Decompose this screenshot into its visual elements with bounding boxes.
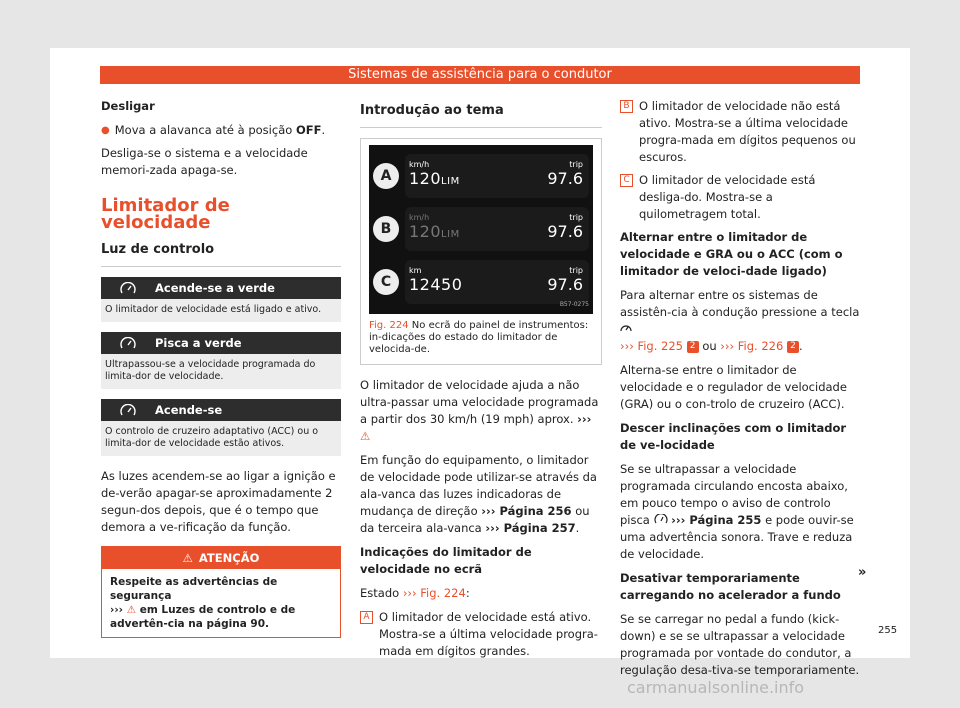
equipment-paragraph: Em função do equipamento, o limitador de velocidade pode utilizar-se através da ala-vanca das luzes indicadoras de mudança de direção ››› Página 256 ou da terceira ala-vanca ››› Página 257. <box>360 453 597 535</box>
display-row-a <box>373 151 589 201</box>
trip-label: trip <box>569 213 583 222</box>
kickdown-heading: Desativar temporariamente carregando no acelerador a fundo <box>620 571 841 602</box>
kickdown-paragraph: Se se carregar no pedal a fundo (kick-down) e se se ultrapassar a velocidade programada por vontade do condutor, a regulação desa-tiva-se temporariamente. <box>620 612 860 677</box>
display-row-c <box>373 257 589 307</box>
warning-box: ⚠ ATENÇÃO Respeite as advertências de segurança ››› ⚠ em Luzes de controlo e de advertên-cia na página 90. <box>101 546 341 638</box>
intro-text: O limitador de velocidade ajuda a não ultra-passar uma velocidade programada a partir dos 30 km/h (19 mph) aprox. <box>360 378 599 426</box>
page-number: 255 <box>878 625 898 636</box>
trip-value: 97.6 <box>547 275 583 294</box>
section-title: Limitador de velocidade <box>101 195 230 233</box>
state-item-a <box>360 609 602 660</box>
row-letter: A <box>373 163 399 189</box>
warning-title: ATENÇÃO <box>198 550 260 565</box>
speed-limiter-icon <box>654 512 668 529</box>
lim-label: LIM <box>441 176 460 187</box>
page-header: Sistemas de assistência para o condutor <box>100 66 860 84</box>
warning-triangle-icon: ⚠ <box>126 604 137 616</box>
speed-value: 120 <box>409 169 442 188</box>
state-tag-c: C <box>620 174 633 187</box>
off-label: OFF <box>295 123 322 137</box>
state-text: O limitador de velocidade está ativo. Mostra-se a última velocidade progra-mada em dígitos grandes. <box>379 610 598 658</box>
switch-heading: Alternar entre o limitador de velocidade e GRA ou o ACC (com o limitador de veloci-dade ligado) <box>620 230 843 278</box>
page-link[interactable]: ››› Página 257 <box>485 521 576 535</box>
alternate-paragraph: Alterna-se entre o limitador de velocidade e o regulador de velocidade (GRA) ou o con-trolo de cruzeiro (ACC). <box>620 363 847 411</box>
instrument-display-figure <box>369 145 593 314</box>
lamp-description: O limitador de velocidade está ligado e ativo. <box>101 299 341 322</box>
speed-limiter-icon <box>101 337 155 349</box>
figure-link[interactable]: ››› Fig. 225 <box>620 339 683 353</box>
speed-value: 120 <box>409 222 442 241</box>
figure-224 <box>360 138 602 365</box>
column-3 <box>620 98 860 686</box>
lamp-entry-on <box>101 399 341 456</box>
callout-number: 2 <box>787 341 799 353</box>
row-letter: B <box>373 216 399 242</box>
intro-paragraph: O limitador de velocidade ajuda a não ultra-passar uma velocidade programada a partir dos 30 km/h (19 mph) aprox. ››› ⚠ <box>360 378 599 443</box>
unit-label: km/h <box>409 213 430 222</box>
speed-limiter-icon <box>101 282 155 294</box>
caption-text: No ecrã do painel de instrumentos: in-dicações do estado do limitador de velocida-de. <box>369 320 589 355</box>
lamp-label: Pisca a verde <box>155 335 242 350</box>
assist-button-icon <box>620 321 632 338</box>
trip-label: trip <box>569 266 583 275</box>
lamp-label: Acende-se <box>155 402 223 417</box>
page-link[interactable]: ››› Página 256 <box>481 504 572 518</box>
lamp-entry-green <box>101 277 341 322</box>
trip-value: 97.6 <box>547 222 583 241</box>
downhill-text-a: Se se ultrapassar a velocidade programada circulando encosta abaixo, em pouco tempo o aviso de controlo pisca <box>620 462 848 527</box>
bullet-text: Mova a alavanca até à posição <box>114 123 293 137</box>
odometer-value: 12450 <box>409 275 463 294</box>
figure-caption <box>369 320 593 356</box>
display-row-b <box>373 204 589 254</box>
state-item-b <box>620 98 860 166</box>
continue-marker: » <box>858 565 867 580</box>
figure-link[interactable]: ››› Fig. 224 <box>402 586 466 600</box>
figure-link[interactable]: ››› Fig. 226 <box>720 339 784 353</box>
equipment-text-a: Em função do equipamento, o limitador de velocidade pode utilizar-se através da ala-vanca das luzes indicadoras de mudança de direção <box>360 453 597 518</box>
state-text: O limitador de velocidade não está ativo. Mostra-se a última velocidade progra-mada em dígitos pequenos ou escuros. <box>639 99 856 164</box>
warning-triangle-icon: ⚠ <box>360 429 371 443</box>
estado-line: Estado ››› Fig. 224: <box>360 586 470 600</box>
row-letter: C <box>373 269 399 295</box>
callout-number: 2 <box>687 341 699 353</box>
column-2 <box>360 98 602 666</box>
lim-label: LIM <box>441 229 460 240</box>
bullet-dot-icon: ● <box>101 125 110 136</box>
downhill-paragraph <box>620 461 860 563</box>
trip-value: 97.6 <box>547 169 583 188</box>
or-text: ou <box>702 339 717 353</box>
state-text: O limitador de velocidade está desliga-do. Mostra-se a quilometragem total. <box>639 173 816 221</box>
desligar-heading: Desligar <box>101 99 155 113</box>
subsection-title: Luz de controlo <box>101 241 341 267</box>
downhill-heading: Descer inclinações com o limitador de ve-locidade <box>620 421 847 452</box>
trip-label: trip <box>569 160 583 169</box>
lamp-description: O controlo de cruzeiro adaptativo (ACC) ou o limita-dor de velocidade estão ativos. <box>101 421 341 456</box>
display-heading: Indicações do limitador de velocidade no ecrã <box>360 545 532 576</box>
unit-label: km <box>409 266 422 275</box>
unit-label: km/h <box>409 160 430 169</box>
lamp-label: Acende-se a verde <box>155 280 275 295</box>
state-item-c <box>620 172 860 223</box>
figure-id: B57-0275 <box>559 301 589 308</box>
estado-label: Estado <box>360 586 400 600</box>
desligar-text: Desliga-se o sistema e a velocidade memori-zada apaga-se. <box>101 146 308 177</box>
caption-number: Fig. 224 <box>369 320 409 331</box>
watermark: carmanualsonline.info <box>627 678 805 697</box>
switch-text: Para alternar entre os sistemas de assistên-cia à condução pressione a tecla <box>620 288 860 319</box>
lamp-paragraph: As luzes acendem-se ao ligar a ignição e de-verão apagar-se aproximadamente 2 segun-dos depois, que é o tempo que demora a ve-rificação da função. <box>101 469 336 534</box>
state-tag-b: B <box>620 100 633 113</box>
warning-triangle-icon: ⚠ <box>182 550 193 565</box>
bullet-item: ● Mova a alavanca até à posição OFF. <box>101 123 326 137</box>
warning-text-a: Respeite as advertências de segurança <box>110 576 278 602</box>
speed-limiter-icon <box>101 404 155 416</box>
state-tag-a: A <box>360 611 373 624</box>
intro-title: Introdução ao tema <box>360 98 602 128</box>
page-link[interactable]: ››› Página 255 <box>671 513 762 527</box>
column-1 <box>101 98 341 638</box>
downhill-text-b: e pode ouvir-se uma advertência sonora. Trave e reduza de velocidade. <box>620 513 854 561</box>
equipment-text-b: ou da terceira ala-vanca <box>360 504 590 535</box>
switch-paragraph: Para alternar entre os sistemas de assistên-cia à condução pressione a tecla ››› Fig. 225 2 ou ››› Fig. 226 2 . <box>620 288 860 353</box>
lamp-entry-blink <box>101 332 341 389</box>
warning-text-b: em Luzes de controlo e de advertên-cia na página 90. <box>110 604 296 630</box>
lamp-description: Ultrapassou-se a velocidade programada do limita-dor de velocidade. <box>101 354 341 389</box>
